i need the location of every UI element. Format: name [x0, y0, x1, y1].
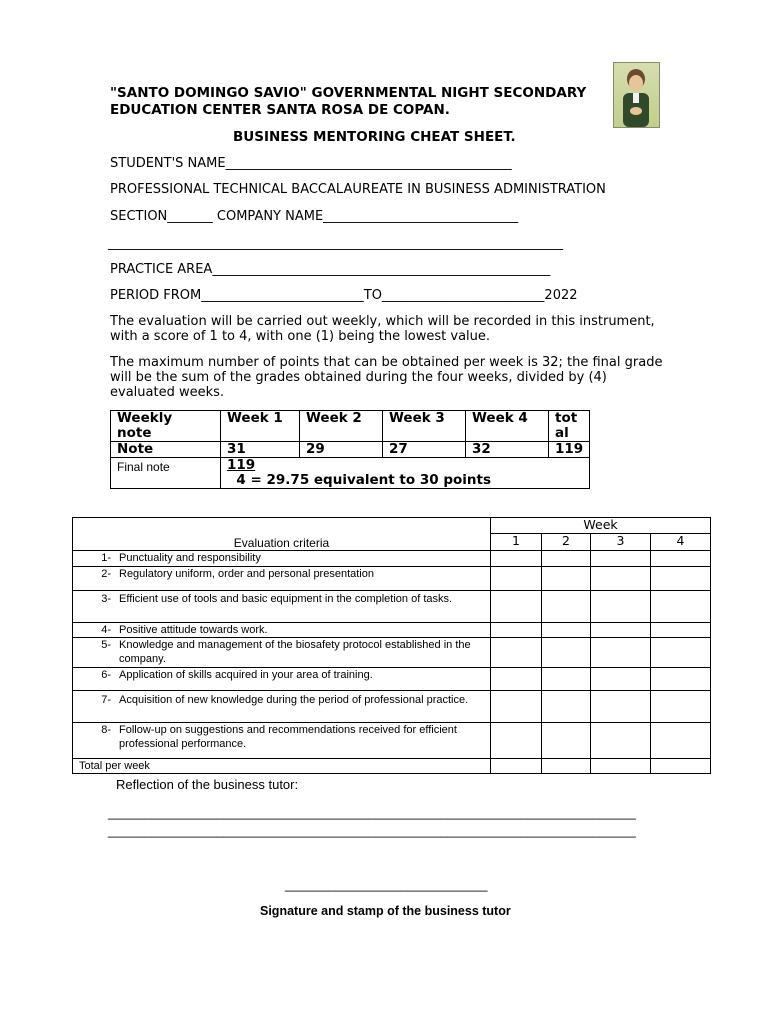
instruction-p1-line1: The evaluation will be carried out weekly, which will be recorded in this instrument, — [110, 314, 655, 329]
score-cell[interactable] — [542, 691, 591, 723]
total-cell[interactable] — [491, 759, 542, 774]
score-cell[interactable] — [542, 551, 591, 567]
criteria-text: Efficient use of tools and basic equipment in the completion of tasks. — [119, 593, 453, 605]
criteria-row: 4- Positive attitude towards work. — [73, 623, 711, 638]
score-cell[interactable] — [591, 638, 651, 668]
criteria-header: Evaluation criteria — [73, 518, 491, 551]
score-cell[interactable] — [542, 723, 591, 759]
criteria-text: Application of skills acquired in your area of training. — [119, 669, 373, 681]
reflection-label: Reflection of the business tutor: — [116, 777, 299, 792]
total-header: tot al — [549, 411, 590, 442]
total-per-week-label: Total per week — [73, 759, 491, 774]
weekly-grades-table — [110, 410, 590, 489]
score-cell[interactable] — [491, 567, 542, 591]
instruction-p2-line2: will be the sum of the grades obtained during the four weeks, divided by (4) — [110, 370, 607, 385]
score-cell[interactable] — [591, 668, 651, 691]
criteria-row: 8- Follow-up on suggestions and recommendations received for efficient professional performance. — [73, 723, 711, 759]
score-cell[interactable] — [542, 668, 591, 691]
criteria-row: 6- Application of skills acquired in your area of training. — [73, 668, 711, 691]
score-cell[interactable] — [542, 638, 591, 668]
signature-line[interactable]: ____________________________ — [285, 877, 488, 892]
score-cell[interactable] — [542, 623, 591, 638]
total-per-week-row — [73, 759, 711, 774]
criteria-text: Acquisition of new knowledge during the period of professional practice. — [119, 694, 469, 706]
criteria-row: 5- Knowledge and management of the biosafety protocol established in the company. — [73, 638, 711, 668]
section-company-field[interactable]: SECTION_______ COMPANY NAME______________________________ — [110, 209, 519, 224]
final-numerator: 119 — [227, 457, 256, 473]
score-cell[interactable] — [542, 567, 591, 591]
document-title: BUSINESS MENTORING CHEAT SHEET. — [233, 129, 516, 145]
criteria-text: Knowledge and management of the biosafety protocol established in the company. — [119, 639, 471, 665]
score-cell[interactable] — [491, 591, 542, 623]
score-cell[interactable] — [491, 638, 542, 668]
saint-portrait-image — [613, 62, 660, 128]
week-number-3: 3 — [591, 534, 651, 551]
score-cell[interactable] — [491, 668, 542, 691]
week2-note: 29 — [300, 442, 383, 458]
week1-header: Week 1 — [221, 411, 300, 442]
score-cell[interactable] — [651, 551, 711, 567]
score-cell[interactable] — [591, 623, 651, 638]
score-cell[interactable] — [591, 567, 651, 591]
week-header: Week — [491, 518, 711, 534]
evaluation-criteria-table — [72, 517, 711, 774]
company-name-continuation-line[interactable]: ______________________________________________________________________ — [108, 236, 563, 251]
total-cell[interactable] — [651, 759, 711, 774]
note-row-label: Note — [111, 442, 221, 458]
score-cell[interactable] — [651, 723, 711, 759]
score-cell[interactable] — [591, 591, 651, 623]
week-number-2: 2 — [542, 534, 591, 551]
week2-header: Week 2 — [300, 411, 383, 442]
period-field[interactable]: PERIOD FROM_________________________TO_________________________2022 — [110, 288, 578, 303]
program-name: PROFESSIONAL TECHNICAL BACCALAUREATE IN BUSINESS ADMINISTRATION — [110, 182, 606, 197]
score-cell[interactable] — [651, 591, 711, 623]
total-cell[interactable] — [542, 759, 591, 774]
score-cell[interactable] — [491, 551, 542, 567]
final-note-label: Final note — [111, 458, 221, 489]
score-cell[interactable] — [542, 591, 591, 623]
weekly-note-header: Weekly note — [111, 411, 221, 442]
final-formula: 4 = 29.75 equivalent to 30 points — [227, 472, 492, 488]
week-number-4: 4 — [651, 534, 711, 551]
score-cell[interactable] — [651, 567, 711, 591]
reflection-line-1[interactable]: _________________________________________________________________________ — [108, 805, 636, 820]
score-cell[interactable] — [491, 723, 542, 759]
score-cell[interactable] — [491, 691, 542, 723]
final-note-calculation — [221, 458, 590, 489]
criteria-text: Positive attitude towards work. — [119, 624, 268, 636]
school-name-line2: EDUCATION CENTER SANTA ROSA DE COPAN. — [110, 102, 450, 118]
score-cell[interactable] — [491, 623, 542, 638]
instruction-p2-line1: The maximum number of points that can be obtained per week is 32; the final grade — [110, 355, 663, 370]
week-number-1: 1 — [491, 534, 542, 551]
score-cell[interactable] — [591, 691, 651, 723]
criteria-text: Follow-up on suggestions and recommendations received for efficient professional performance. — [119, 724, 457, 750]
criteria-row: 2- Regulatory uniform, order and personal presentation — [73, 567, 711, 591]
criteria-row: 7- Acquisition of new knowledge during the period of professional practice. — [73, 691, 711, 723]
criteria-row: 1- Punctuality and responsibility — [73, 551, 711, 567]
score-cell[interactable] — [651, 668, 711, 691]
instruction-p2-line3: evaluated weeks. — [110, 385, 225, 400]
criteria-text: Punctuality and responsibility — [119, 552, 261, 564]
week3-header: Week 3 — [383, 411, 466, 442]
total-cell[interactable] — [591, 759, 651, 774]
criteria-text: Regulatory uniform, order and personal presentation — [119, 568, 374, 580]
score-cell[interactable] — [651, 623, 711, 638]
week3-note: 27 — [383, 442, 466, 458]
week4-header: Week 4 — [466, 411, 549, 442]
reflection-line-2[interactable]: _________________________________________________________________________ — [108, 823, 636, 838]
week4-note: 32 — [466, 442, 549, 458]
signature-label: Signature and stamp of the business tutor — [260, 904, 511, 918]
total-note: 119 — [549, 442, 590, 458]
practice-area-field[interactable]: PRACTICE AREA____________________________________________________ — [110, 262, 551, 277]
instruction-p1-line2: with a score of 1 to 4, with one (1) being the lowest value. — [110, 329, 491, 344]
week1-note: 31 — [221, 442, 300, 458]
student-name-field[interactable]: STUDENT'S NAME____________________________________________ — [110, 156, 512, 171]
score-cell[interactable] — [651, 638, 711, 668]
score-cell[interactable] — [591, 551, 651, 567]
school-name-line1: "SANTO DOMINGO SAVIO" GOVERNMENTAL NIGHT SECONDARY — [110, 85, 587, 101]
score-cell[interactable] — [591, 723, 651, 759]
criteria-row: 3- Efficient use of tools and basic equipment in the completion of tasks. — [73, 591, 711, 623]
score-cell[interactable] — [651, 691, 711, 723]
